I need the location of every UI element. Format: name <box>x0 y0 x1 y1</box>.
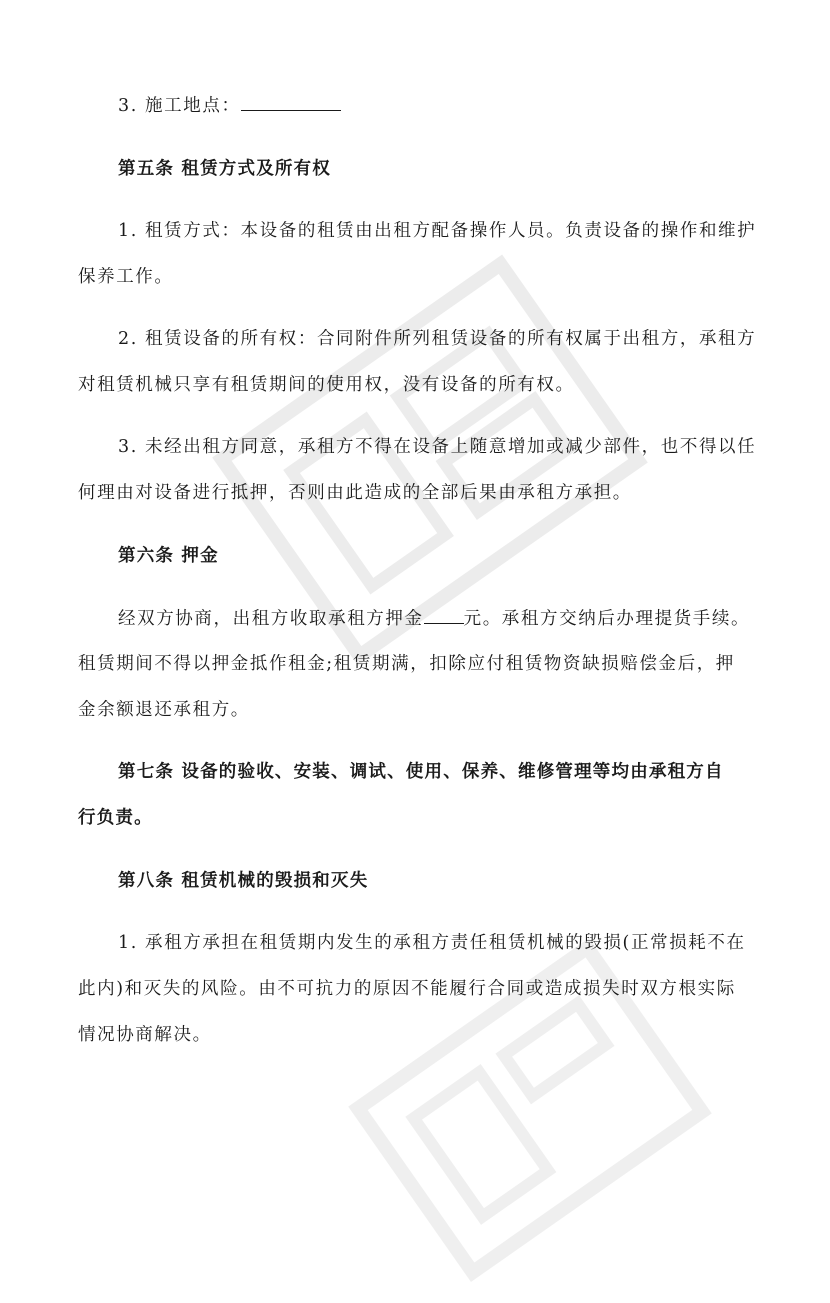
article-6-title: 第六条 押金 <box>118 546 219 566</box>
site-label: 3. 施工地点： <box>118 96 241 116</box>
article-8-title: 第八条 租赁机械的毁损和灭失 <box>118 871 369 891</box>
art6-p1-line3: 金余额退还承租方。 <box>78 700 250 720</box>
art5-p3-line2: 何理由对设备进行抵押，否则由此造成的全部后果由承租方承担。 <box>78 483 632 503</box>
site-line <box>118 94 798 117</box>
art5-p2-line1: 2. 租赁设备的所有权：合同附件所列租赁设备的所有权属于出租方，承租方 <box>118 329 757 349</box>
art8-p1-line3: 情况协商解决。 <box>78 1025 212 1045</box>
art8-p1-line2: 此内)和灭失的风险。由不可抗力的原因不能履行合同或造成损失时双方根实际 <box>78 979 736 999</box>
art5-p2-line2: 对租赁机械只享有租赁期间的使用权，没有设备的所有权。 <box>78 375 575 395</box>
article-7-line1: 第七条 设备的验收、安装、调试、使用、保养、维修管理等均由承租方自 <box>118 762 724 782</box>
art8-p1-line1: 1. 承租方承担在租赁期内发生的承租方责任租赁机械的毁损(正常损耗不在 <box>118 933 746 953</box>
art5-p1-line2: 保养工作。 <box>78 267 174 287</box>
art6-p1-text-a: 经双方协商，出租方收取承租方押金 <box>118 609 424 629</box>
watermark-icon-secondary <box>333 917 728 1302</box>
art6-p1-line1 <box>118 607 798 630</box>
art5-p3-line1: 3. 未经出租方同意，承租方不得在设备上随意增加或减少部件，也不得以任 <box>118 437 757 457</box>
art5-p1-line1: 1. 租赁方式：本设备的租赁由出租方配备操作人员。负责设备的操作和维护 <box>118 221 757 241</box>
deposit-blank <box>424 607 464 624</box>
art6-p1-text-b: 元。承租方交纳后办理提货手续。 <box>463 609 751 629</box>
article-7-line2: 行负责。 <box>78 808 153 828</box>
art6-p1-line2: 租赁期间不得以押金抵作租金;租赁期满，扣除应付租赁物资缺损赔偿金后，押 <box>78 654 735 674</box>
article-5-title: 第五条 租赁方式及所有权 <box>118 159 331 179</box>
site-blank <box>241 94 341 111</box>
